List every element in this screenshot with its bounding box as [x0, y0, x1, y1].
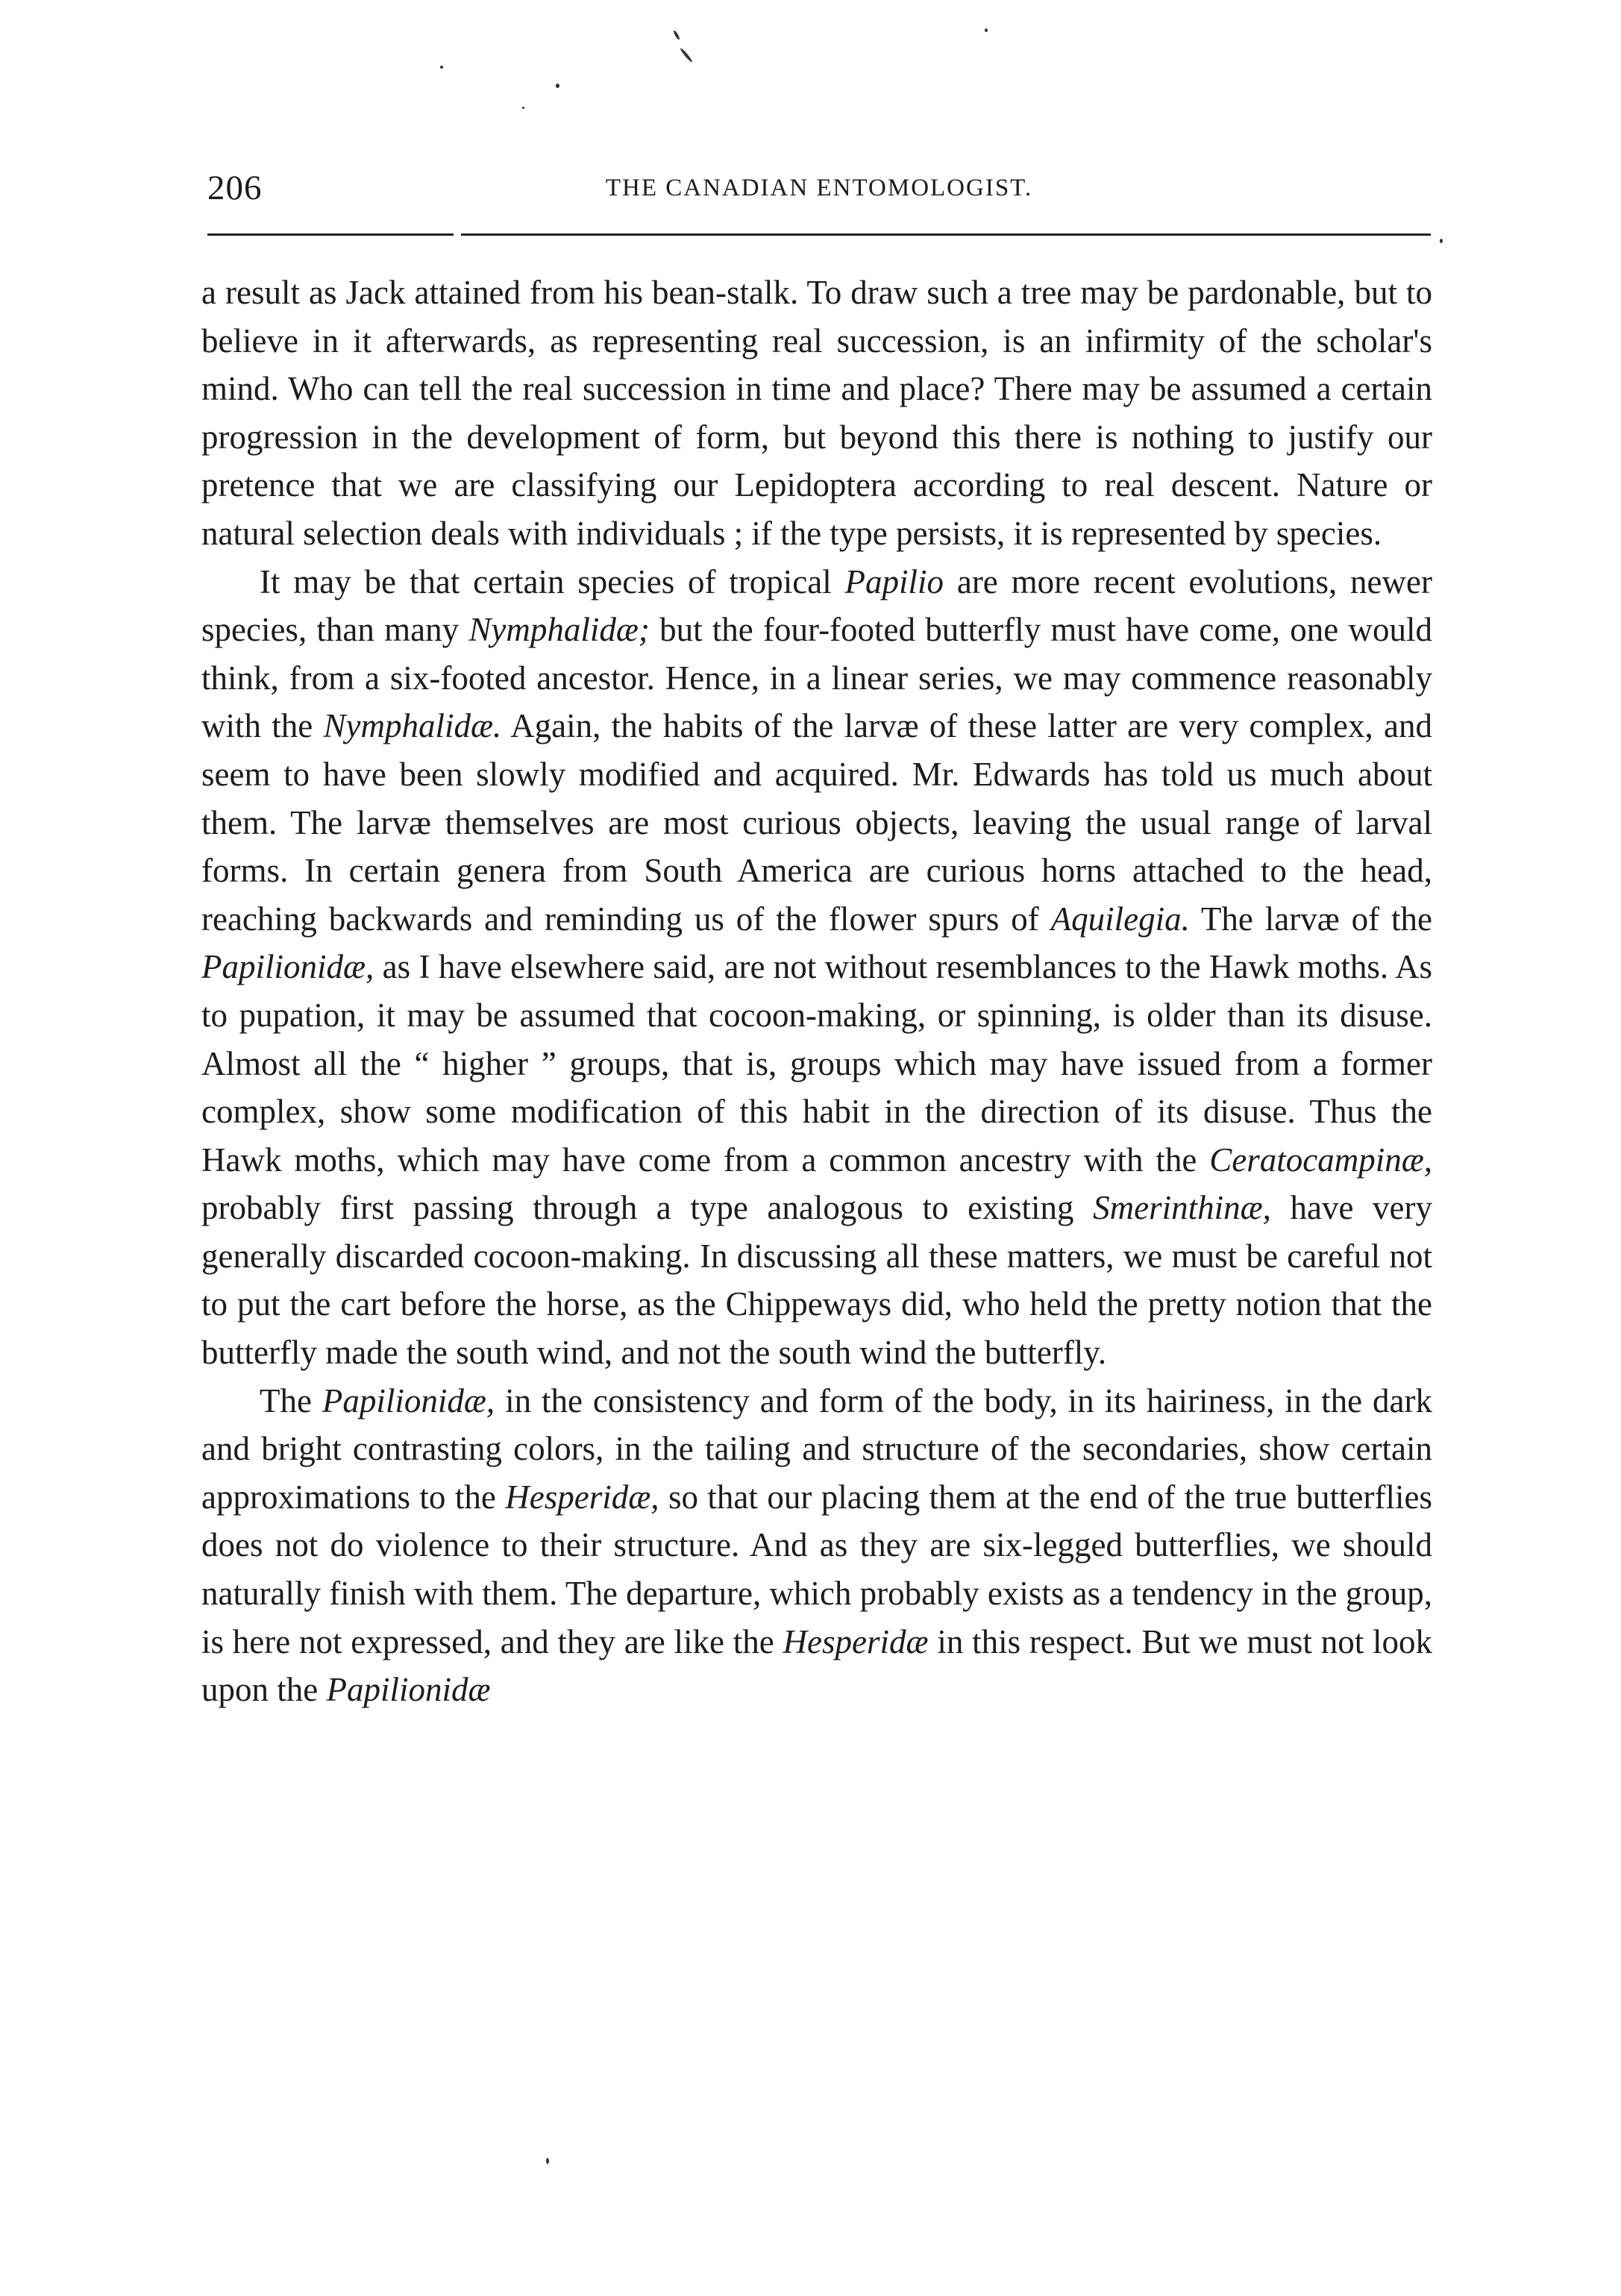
- text-run: but the four-footed butterfly must have come, one would think, from a six-footed ancestor. Hence, in a linear series, we may commence reasonably with the: [201, 611, 1432, 745]
- scan-speck: [556, 84, 559, 88]
- text-run: It may be that certain species of tropical: [260, 562, 845, 600]
- scan-speck: [1440, 239, 1443, 243]
- italic-term: Nymphalidæ.: [323, 707, 502, 745]
- running-title: THE CANADIAN ENTOMOLOGIST.: [605, 175, 1033, 201]
- text-run: in the consistency and form of the body, in its hairiness, in the dark and bright contrasting colors, in the tailing and structure of the secondaries, show certain approximations to the: [201, 1381, 1432, 1516]
- italic-term: Aquilegia.: [1050, 900, 1190, 938]
- paragraph: [201, 1377, 1432, 1714]
- scan-speck: [680, 48, 693, 63]
- italic-term: Papilionidæ,: [322, 1381, 495, 1420]
- paragraph: [201, 558, 1432, 1377]
- italic-term: Papilionidæ,: [201, 948, 374, 986]
- scan-speck: [985, 28, 988, 32]
- italic-term: Hesperidæ,: [505, 1478, 659, 1516]
- italic-term: Nymphalidæ;: [468, 611, 650, 649]
- text-run: The larvæ of the: [1189, 900, 1432, 938]
- text-run: so that our placing them at the end of the true butterflies does not do violence to their structure. And as they are six-legged butterflies, we should naturally finish with them. The departure, which probably exists as a tendency in the group, is here not expressed, and they are like the: [201, 1478, 1432, 1660]
- italic-term: Smerinthinæ,: [1093, 1189, 1271, 1227]
- text-run: a result as Jack attained from his bean-stalk. To draw such a tree may be pardonable, but to believe in it afterwards, as representing real succession, is an infirmity of the scholar's mind. Who can tell the real succession in time and place? There may be assumed a certain progression in the development of form, but beyond this there is nothing to justify our pretence that we are classifying our Lepidoptera according to real descent. Nature or natural selection deals with individuals ; if the type persists, it is represented by species.: [201, 274, 1432, 552]
- text-run: as I have elsewhere said, are not without resemblances to the Hawk moths. As to pupation, it may be assumed that cocoon-making, or spinning, is older than its disuse. Almost all the “ higher ” groups, that is, groups which may have issued from a former complex, show some modification of this habit in the direction of its disuse. Thus the Hawk moths, which may have come from a common ancestry with the: [201, 948, 1432, 1179]
- body-text: [201, 269, 1432, 1714]
- text-run: are more recent evolutions, newer species, than many: [201, 562, 1432, 649]
- text-run: The: [260, 1381, 322, 1420]
- scan-speck: [440, 66, 443, 69]
- italic-term: Ceratocampinæ,: [1209, 1141, 1432, 1179]
- scan-speck: [673, 30, 680, 40]
- page-header: [207, 166, 1431, 210]
- italic-term: Hesperidæ: [783, 1622, 929, 1660]
- header-rule: [207, 233, 454, 236]
- text-run: Again, the habits of the larvæ of these latter are very complex, and seem to have been slowly modified and acquired. Mr. Edwards has told us much about them. The larvæ themselves are most curious objects, leaving the usual range of larval forms. In certain genera from South America are curious horns attached to the head, reaching backwards and reminding us of the flower spurs of: [201, 707, 1433, 938]
- paragraph: [201, 269, 1432, 558]
- text-run: have very generally discarded cocoon-making. In discussing all these matters, we must be careful not to put the cart before the horse, as the Chippeways did, who held the pretty notion that the butterfly made the south wind, and not the south wind the butterfly.: [201, 1189, 1433, 1372]
- italic-term: Papilionidæ: [326, 1671, 491, 1709]
- scan-speck: [522, 107, 524, 109]
- text-run: in this respect. But we must not look upon the: [201, 1622, 1433, 1709]
- italic-term: Papilio: [844, 562, 944, 600]
- text-run: probably first passing through a type analogous to existing: [201, 1189, 1094, 1227]
- header-rule: [461, 233, 1431, 236]
- page-number: 206: [207, 169, 263, 207]
- scan-speck: [546, 2158, 549, 2164]
